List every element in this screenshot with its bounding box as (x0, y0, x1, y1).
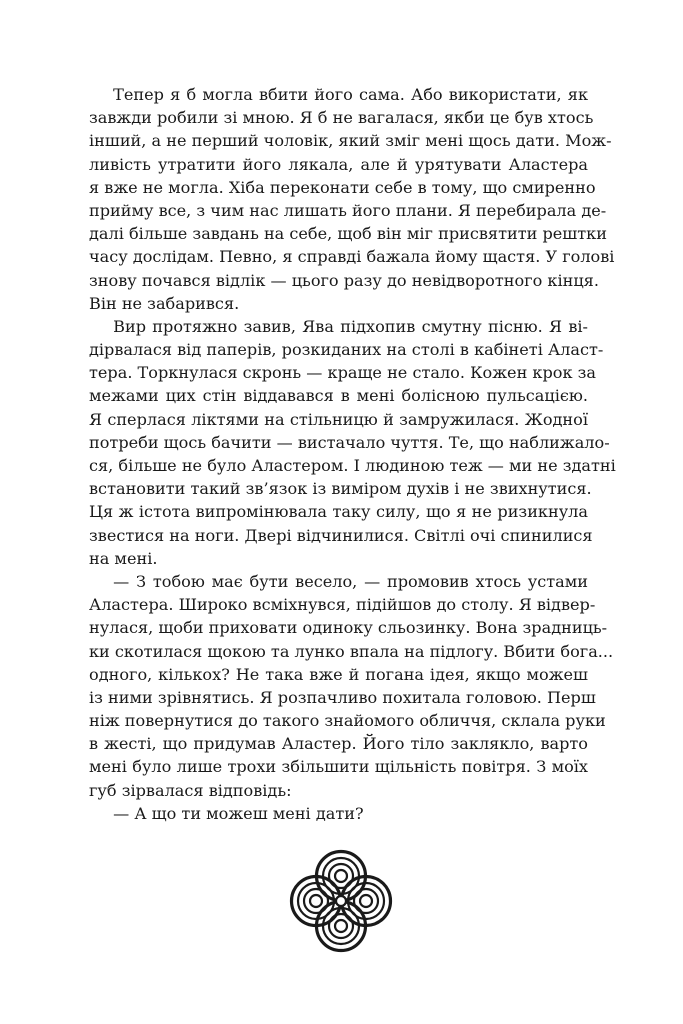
text-line: ніж повернутися до такого знайомого обличчя, склала руки (89, 711, 606, 731)
text-line: Тепер я б могла вбити його сама. Або використати, як (89, 85, 588, 104)
text-line: Вир протяжно завив, Ява підхопив смутну пісню. Я ві- (89, 316, 588, 336)
text-line: Він не забарився. (89, 293, 240, 313)
text-line: одного, кількох? Не така вже й погана ідея, якщо можеш (89, 664, 588, 684)
text-line: знову почався відлік — цього разу до невідворотного кінця. (89, 270, 599, 290)
text-line: губ зірвалася відповідь: (89, 780, 292, 800)
text-line: потреби щось бачити — вистачало чуття. Те, що наближало- (89, 432, 610, 452)
text-line: встановити такий зв’язок із виміром духів і не звихнутися. (89, 479, 592, 499)
text-line: ливість утратити його лякала, але й урятувати Аластера (89, 154, 588, 174)
text-line: далі більше завдань на себе, щоб він міг присвятити рештки (89, 224, 607, 244)
text-line: часу дослідам. Певно, я справді бажала йому щастя. У голові (89, 247, 615, 267)
text-line: із ними зрівнятись. Я розпачливо похитала головою. Перш (89, 687, 596, 707)
text-line: дірвалася від паперів, розкиданих на столі в кабінеті Аласт- (89, 340, 604, 360)
text-line: Я сперлася ліктями на стільницю й замружилася. Жодної (89, 409, 588, 429)
text-line: завжди робили зі мною. Я б не вагалася, якби це був хтось (89, 108, 594, 128)
text-line: звестися на ноги. Двері відчинилися. Світлі очі спинилися (89, 525, 593, 545)
text-line: ся, більше не було Аластером. І людиною теж — ми не здатні (89, 456, 616, 475)
text-line: мені було лише трохи збільшити щільність повітря. З моїх (89, 757, 588, 777)
text-line: тера. Торкнулася скронь — краще не стало. Кожен крок за (89, 363, 597, 383)
text-line: — З тобою має бути весело, — промовив хтось устами (89, 571, 588, 591)
text-line: інший, а не перший чоловік, який зміг мені щось дати. Мож- (89, 131, 612, 151)
text-line: я вже не могла. Хіба переконати себе в тому, що смиренно (89, 177, 596, 197)
text-line: Аластера. Широко всміхнувся, підійшов до столу. Я відвер- (89, 595, 596, 615)
text-line: ки скотилася щокою та лунко впала на підлогу. Вбити бога... (89, 641, 614, 661)
text-line: в жесті, що придумав Аластер. Його тіло заклякло, варто (89, 734, 588, 754)
text-line: — А що ти можеш мені дати? (89, 803, 364, 823)
text-line: Ця ж істота випромінювала таку силу, що я не ризикнула (89, 502, 588, 522)
text-line: межами цих стін віддавався в мені болісною пульсацією. (89, 386, 588, 406)
text-line: прийму все, з чим нас лишать його плани. Я перебирала де- (89, 200, 607, 220)
four-circle-knot-ornament-icon (289, 849, 393, 953)
text-line: нулася, щоби приховати одиноку сльозинку. Вона зрадниць- (89, 618, 608, 638)
text-line: на мені. (89, 548, 158, 568)
body-text (89, 83, 616, 825)
